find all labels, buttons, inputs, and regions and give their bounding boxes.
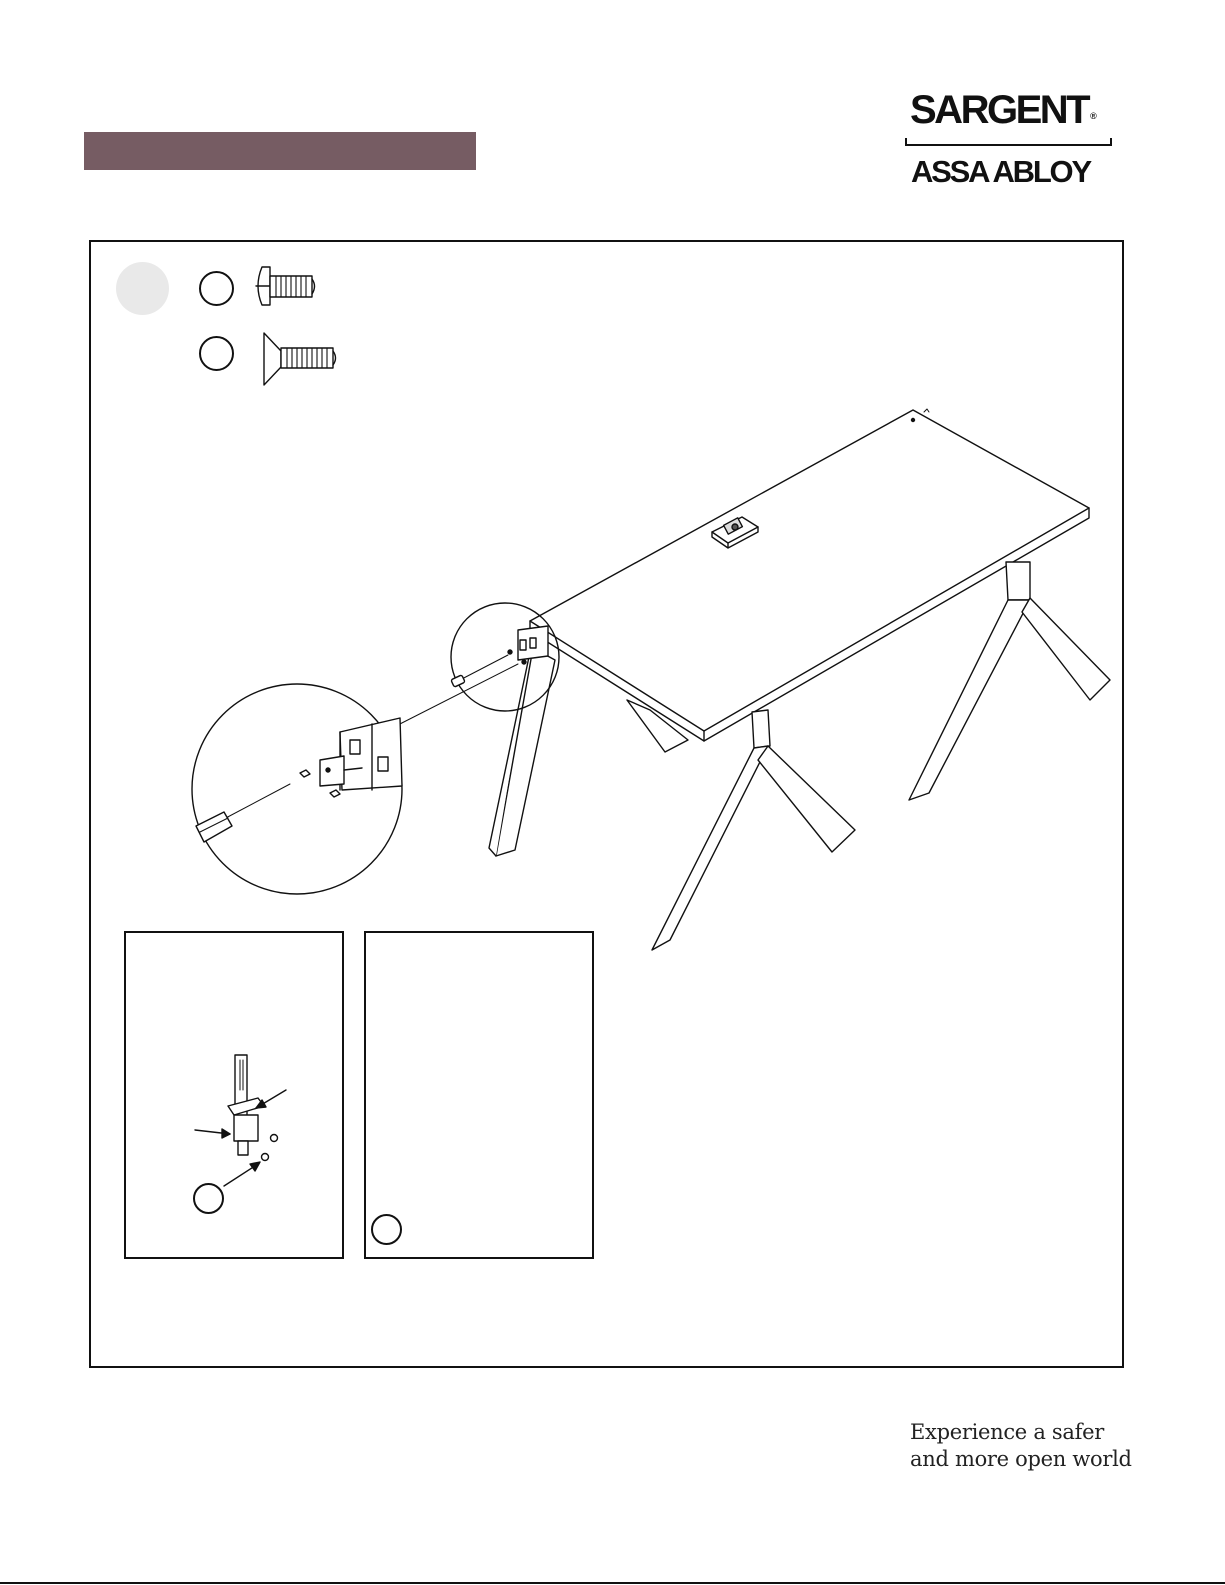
inset-b-callout: [371, 1214, 402, 1245]
footer-rule: [0, 1582, 1225, 1584]
detail-zoom-circle-small: [451, 603, 559, 711]
oval-head-machine-screw-icon: [256, 267, 315, 305]
footer-tagline: Experience a safer and more open world: [910, 1420, 1132, 1471]
logo-parent-text: ASSA ABLOY: [911, 154, 1090, 189]
bracket-with-screws-detail-icon: [195, 1055, 286, 1186]
flat-head-machine-screw-icon: [264, 333, 336, 385]
table-top: [530, 409, 1089, 741]
registered-mark: ®: [1090, 111, 1097, 121]
detail-zoom-circle-large: [192, 684, 402, 894]
logo-brand-text: SARGENT ®: [910, 88, 1097, 132]
inset-a-callout: [193, 1183, 224, 1214]
